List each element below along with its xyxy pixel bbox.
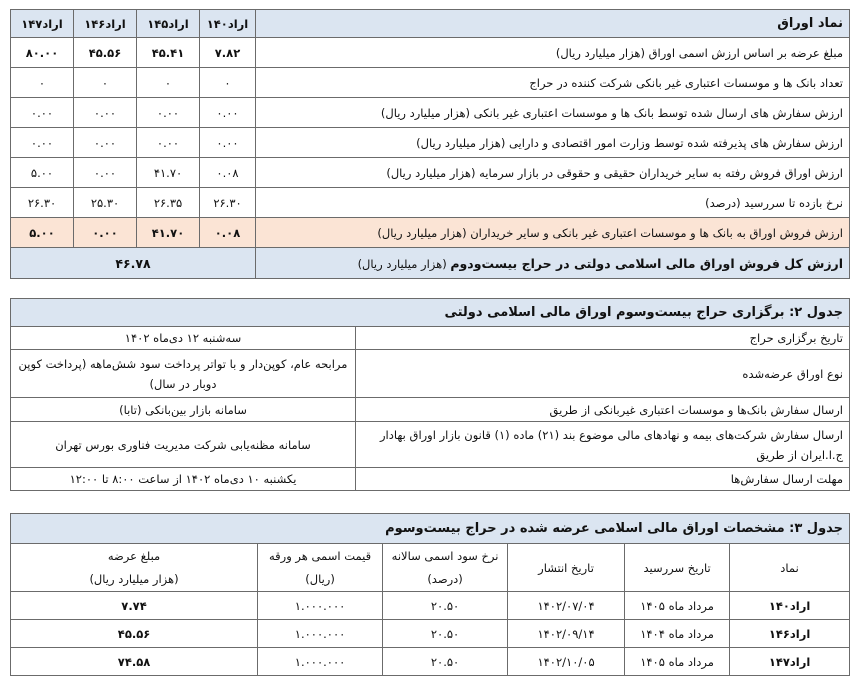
table1-col-header: اراد۱۴۶ xyxy=(74,10,137,38)
table2-title: جدول ۲: برگزاری حراج بیست‌وسوم اوراق مالی اسلامی دولتی xyxy=(11,299,850,327)
total-label-unit: (هزار میلیارد ریال) xyxy=(357,256,451,271)
amount-cell: ۴۵.۵۶ xyxy=(11,620,258,648)
row-value: یکشنبه ۱۰ دی‌ماه ۱۴۰۲ از ساعت ۸:۰۰ تا ۱۲:۰۰ xyxy=(11,468,356,491)
amount-cell: ۷.۷۴ xyxy=(11,592,258,620)
col-header-symbol: نماد xyxy=(730,544,850,592)
col-header-rate: نرخ سود اسمی سالانه xyxy=(383,544,508,568)
table-row xyxy=(11,620,850,648)
table1-header-label: نماد اوراق xyxy=(256,10,850,38)
total-label xyxy=(256,248,850,279)
amount-cell: ۷۴.۵۸ xyxy=(11,648,258,676)
cell-value: ۰.۰۰ xyxy=(74,158,137,188)
price-cell: ۱.۰۰۰.۰۰۰ xyxy=(258,592,383,620)
cell-value: ۷.۸۲ xyxy=(200,38,256,68)
table1-header-row xyxy=(11,10,850,38)
table-row xyxy=(11,188,850,218)
issue-cell: ۱۴۰۲/۱۰/۰۵ xyxy=(508,648,625,676)
table-row xyxy=(11,128,850,158)
cell-value: ۵.۰۰ xyxy=(11,158,74,188)
securities-spec-table xyxy=(10,513,850,676)
issue-cell: ۱۴۰۲/۰۷/۰۴ xyxy=(508,592,625,620)
cell-value: ۸۰.۰۰ xyxy=(11,38,74,68)
symbol-cell: اراد۱۴۰ xyxy=(730,592,850,620)
col-header-price: قیمت اسمی هر ورقه xyxy=(258,544,383,568)
row-label: تعداد بانک ها و موسسات اعتباری غیر بانکی شرکت کننده در حراج xyxy=(256,68,850,98)
issue-cell: ۱۴۰۲/۰۹/۱۴ xyxy=(508,620,625,648)
row-label: تاریخ برگزاری حراج xyxy=(356,327,850,350)
cell-value: ۰.۰۰ xyxy=(200,128,256,158)
col-unit-rate: (درصد) xyxy=(383,568,508,592)
cell-value: ۲۵.۳۰ xyxy=(74,188,137,218)
table-row xyxy=(11,350,850,398)
row-label: ارسال سفارش شرکت‌های بیمه و نهادهای مالی موضوع بند (۲۱) ماده (۱) قانون بازار اوراق بهادار ج.ا.ایران از طریق xyxy=(356,422,850,468)
row-label: ارسال سفارش بانک‌ها و موسسات اعتباری غیربانکی از طریق xyxy=(356,398,850,422)
rate-cell: ۲۰.۵۰ xyxy=(383,592,508,620)
row-label: نرخ بازده تا سررسید (درصد) xyxy=(256,188,850,218)
col-header-issue: تاریخ انتشار xyxy=(508,544,625,592)
table-row xyxy=(11,98,850,128)
table-row xyxy=(11,422,850,468)
row-label: ارزش سفارش های پذیرفته شده توسط وزارت امور اقتصادی و دارایی (هزار میلیارد ریال) xyxy=(256,128,850,158)
cell-value: ۰.۰۰ xyxy=(74,218,137,248)
rate-cell: ۲۰.۵۰ xyxy=(383,648,508,676)
cell-value: ۰ xyxy=(11,68,74,98)
table1-col-header: اراد۱۴۷ xyxy=(11,10,74,38)
cell-value: ۵.۰۰ xyxy=(11,218,74,248)
table-row xyxy=(11,327,850,350)
symbol-cell: اراد۱۴۷ xyxy=(730,648,850,676)
total-label-main: ارزش کل فروش اوراق مالی اسلامی دولتی در حراج بیست‌ودوم xyxy=(450,255,843,271)
col-unit-amount: (هزار میلیارد ریال) xyxy=(11,568,258,592)
table1-col-header: اراد۱۴۵ xyxy=(137,10,200,38)
row-label: ارزش اوراق فروش رفته به سایر خریداران حقیقی و حقوقی در بازار سرمایه (هزار میلیارد ریال) xyxy=(256,158,850,188)
col-unit-price: (ریال) xyxy=(258,568,383,592)
cell-value: ۰.۰۰ xyxy=(74,98,137,128)
price-cell: ۱.۰۰۰.۰۰۰ xyxy=(258,620,383,648)
cell-value: ۰.۰۸ xyxy=(200,158,256,188)
cell-value: ۰.۰۰ xyxy=(137,98,200,128)
table-row xyxy=(11,68,850,98)
row-value: سامانه بازار بین‌بانکی (تابا) xyxy=(11,398,356,422)
table-row xyxy=(11,398,850,422)
col-header-maturity: تاریخ سررسید xyxy=(625,544,730,592)
col-header-amount: مبلغ عرضه xyxy=(11,544,258,568)
cell-value: ۴۱.۷۰ xyxy=(137,158,200,188)
cell-value: ۰ xyxy=(137,68,200,98)
row-value: سه‌شنبه ۱۲ دی‌ماه ۱۴۰۲ xyxy=(11,327,356,350)
cell-value: ۰.۰۸ xyxy=(200,218,256,248)
table3-header-row xyxy=(11,544,850,568)
maturity-cell: مرداد ماه ۱۴۰۵ xyxy=(625,648,730,676)
row-label: ارزش فروش اوراق به بانک ها و موسسات اعتباری غیر بانکی و سایر خریداران (هزار میلیارد ریال) xyxy=(256,218,850,248)
table3-title: جدول ۳: مشخصات اوراق مالی اسلامی عرضه شده در حراج بیست‌وسوم xyxy=(11,514,850,544)
cell-value: ۰.۰۰ xyxy=(11,128,74,158)
table3-title-row xyxy=(11,514,850,544)
total-row xyxy=(11,248,850,279)
table-row xyxy=(11,592,850,620)
table-row xyxy=(11,158,850,188)
cell-value: ۰.۰۰ xyxy=(11,98,74,128)
row-value: مرابحه عام، کوپن‌دار و با تواتر پرداخت سود شش‌ماهه (پرداخت کوپن دوبار در سال) xyxy=(11,350,356,398)
row-label: نوع اوراق عرضه‌شده xyxy=(356,350,850,398)
cell-value: ۲۶.۳۰ xyxy=(11,188,74,218)
cell-value: ۴۵.۵۶ xyxy=(74,38,137,68)
cell-value: ۰ xyxy=(200,68,256,98)
rate-cell: ۲۰.۵۰ xyxy=(383,620,508,648)
table-row xyxy=(11,648,850,676)
table2-title-row xyxy=(11,299,850,327)
table-row xyxy=(11,38,850,68)
cell-value: ۰.۰۰ xyxy=(200,98,256,128)
cell-value: ۰ xyxy=(74,68,137,98)
row-label: مبلغ عرضه بر اساس ارزش اسمی اوراق (هزار میلیارد ریال) xyxy=(256,38,850,68)
table-row xyxy=(11,468,850,491)
cell-value: ۲۶.۳۰ xyxy=(200,188,256,218)
price-cell: ۱.۰۰۰.۰۰۰ xyxy=(258,648,383,676)
total-value: ۴۶.۷۸ xyxy=(11,248,256,279)
row-value: سامانه مظنه‌یابی شرکت مدیریت فناوری بورس تهران xyxy=(11,422,356,468)
highlight-row xyxy=(11,218,850,248)
cell-value: ۲۶.۳۵ xyxy=(137,188,200,218)
cell-value: ۰.۰۰ xyxy=(137,128,200,158)
maturity-cell: مرداد ماه ۱۴۰۵ xyxy=(625,592,730,620)
maturity-cell: مرداد ماه ۱۴۰۴ xyxy=(625,620,730,648)
cell-value: ۰.۰۰ xyxy=(74,128,137,158)
row-label: مهلت ارسال سفارش‌ها xyxy=(356,468,850,491)
auction-summary-table xyxy=(10,9,850,279)
table1-col-header: اراد۱۴۰ xyxy=(200,10,256,38)
auction-info-table xyxy=(10,298,850,491)
cell-value: ۴۵.۴۱ xyxy=(137,38,200,68)
row-label: ارزش سفارش های ارسال شده توسط بانک ها و موسسات اعتباری غیر بانکی (هزار میلیارد ریال) xyxy=(256,98,850,128)
cell-value: ۴۱.۷۰ xyxy=(137,218,200,248)
symbol-cell: اراد۱۴۶ xyxy=(730,620,850,648)
